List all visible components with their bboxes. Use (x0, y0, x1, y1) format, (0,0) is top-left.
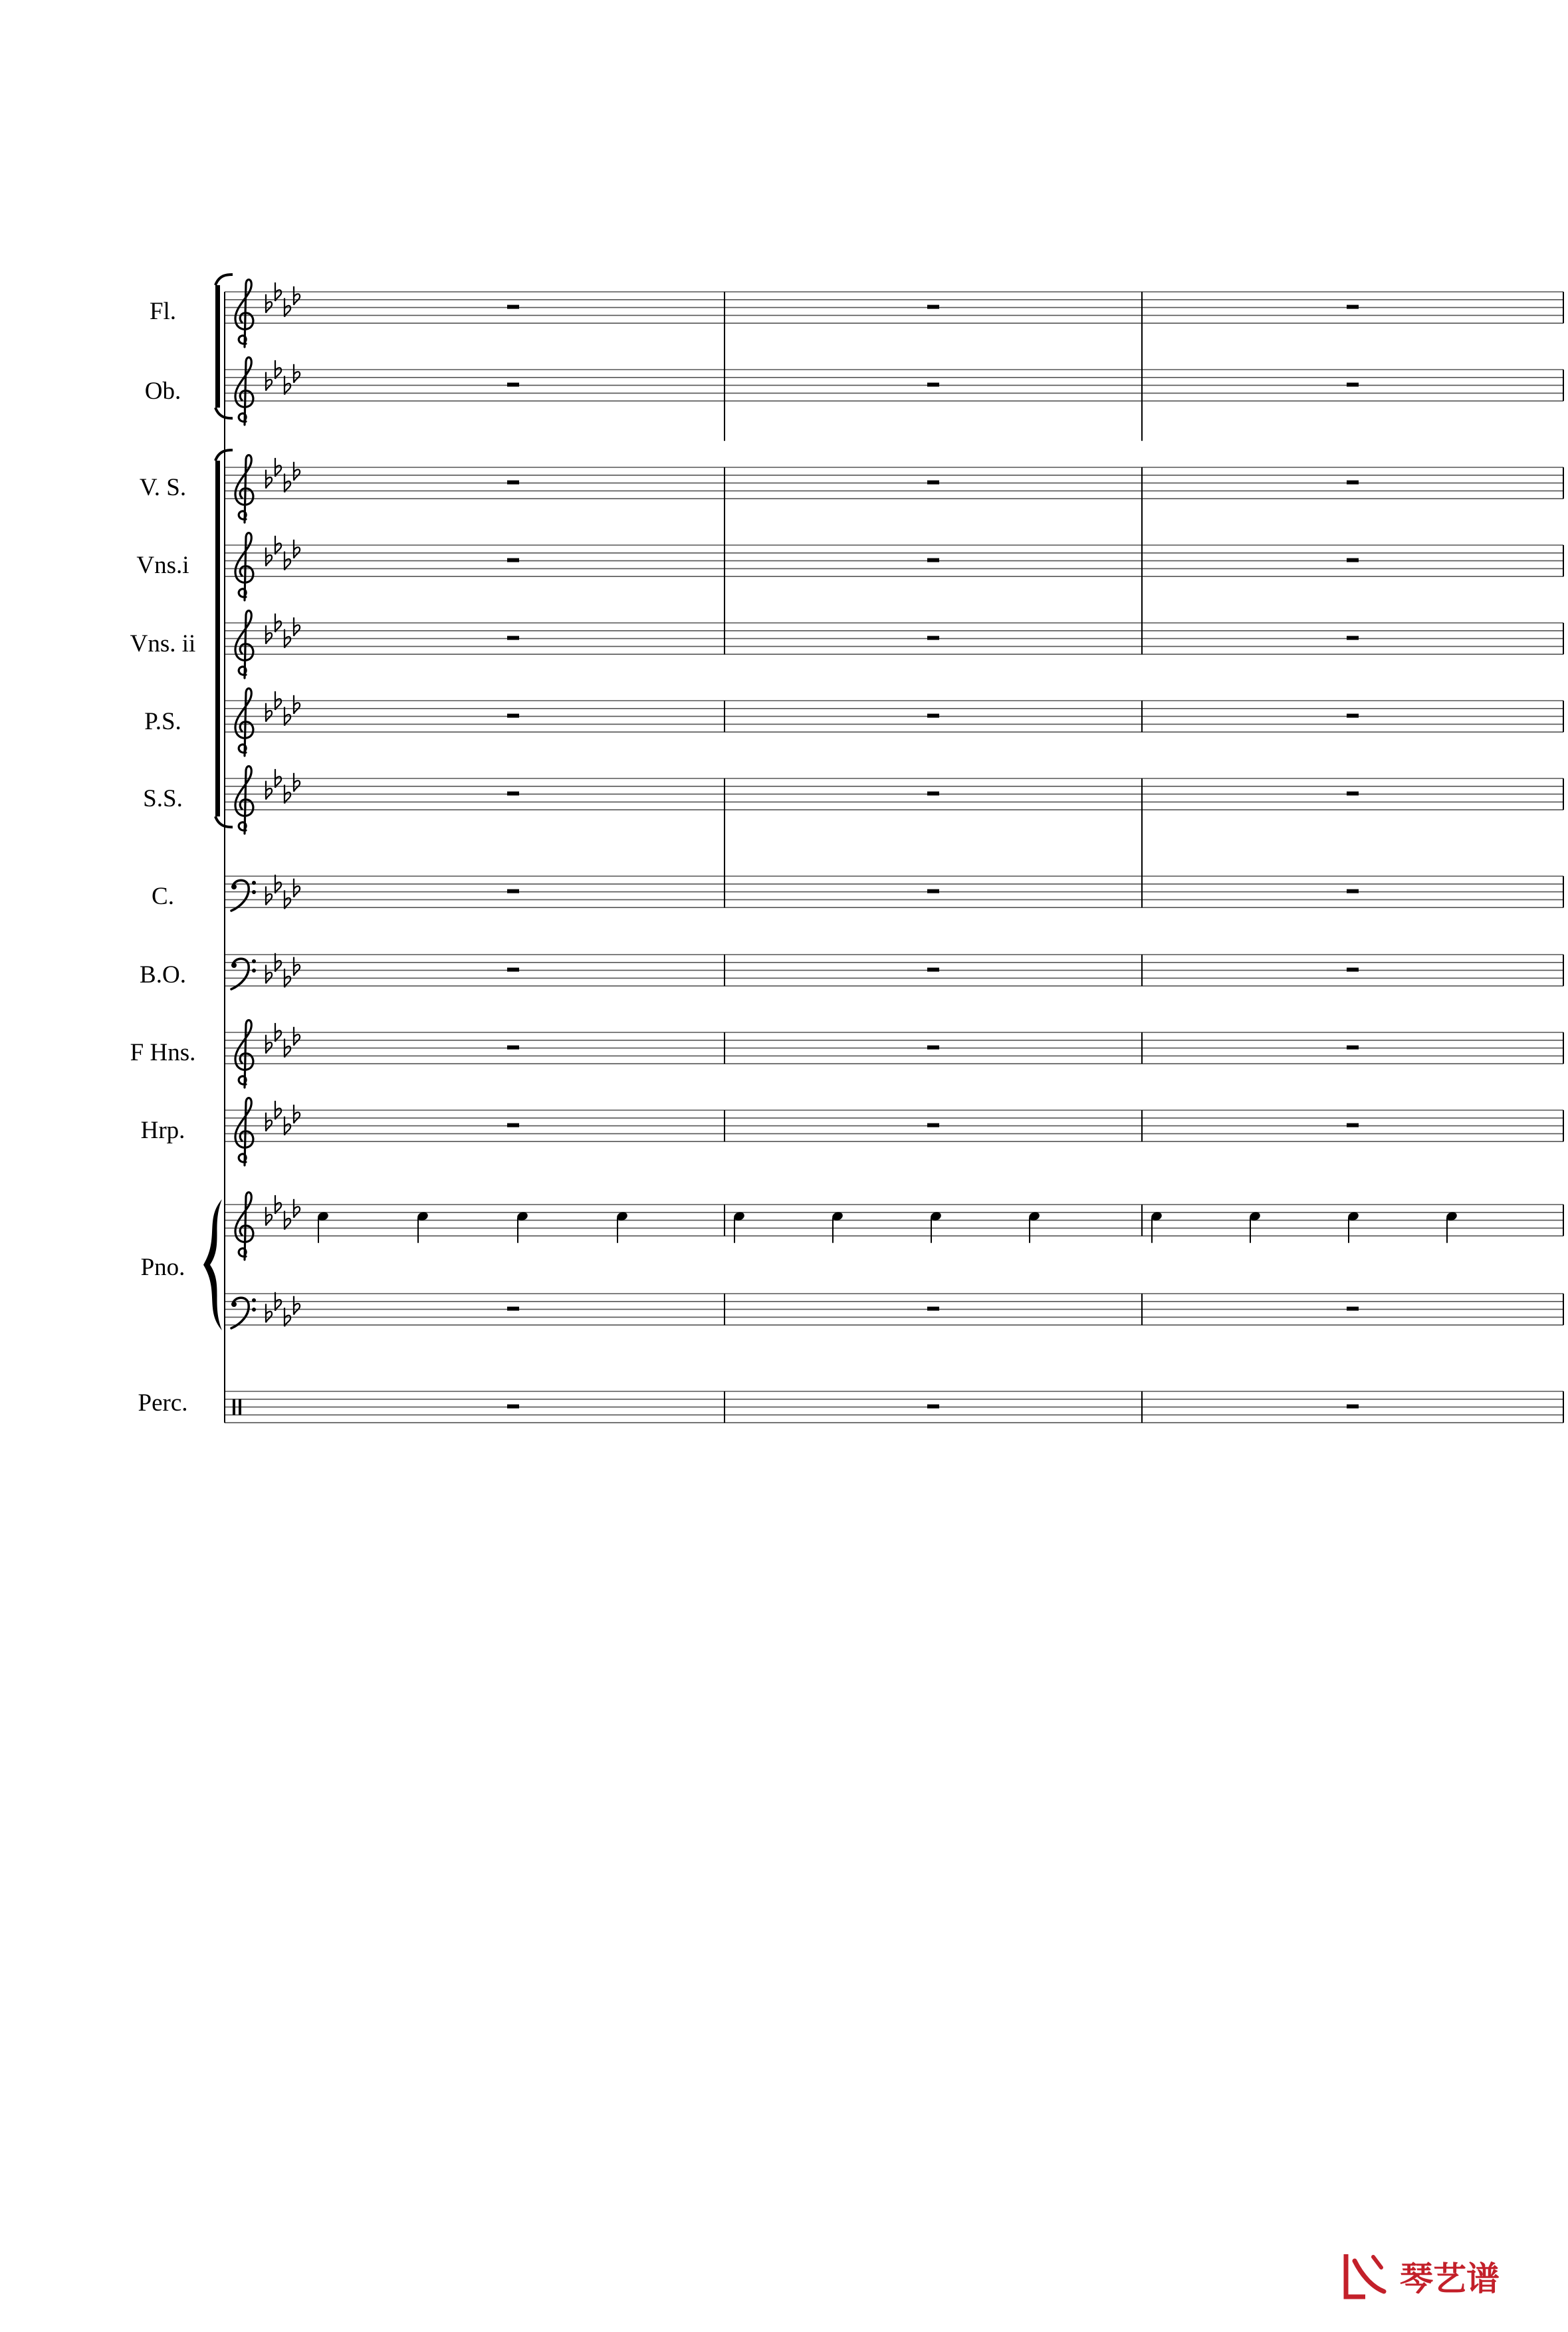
whole-rest (1347, 383, 1359, 387)
flat-icon (294, 773, 300, 792)
staff-13 (225, 1292, 1563, 1328)
piano-brace (203, 1199, 222, 1330)
flat-icon (266, 1035, 272, 1054)
bass-clef-icon (231, 880, 256, 911)
watermark-text: 琴艺谱 (1400, 2260, 1500, 2298)
whole-rest (507, 1307, 519, 1311)
flat-icon (294, 540, 300, 558)
percussion-clef-icon (239, 1399, 241, 1415)
staff-11 (225, 1098, 1563, 1165)
staff-5 (225, 611, 1563, 678)
whole-rest (927, 1046, 939, 1050)
treble-clef-icon (235, 533, 253, 600)
instrument-label: B.O. (140, 961, 186, 989)
flat-icon (266, 1113, 272, 1131)
treble-clef-icon (235, 611, 253, 678)
staff-9 (225, 953, 1563, 989)
whole-rest (507, 636, 519, 640)
whole-rest (507, 889, 519, 893)
flat-icon (266, 626, 272, 644)
whole-rest (1347, 968, 1359, 972)
whole-rest (927, 481, 939, 485)
staff-7 (225, 766, 1563, 834)
flat-icon (294, 695, 300, 714)
treble-clef-icon (235, 455, 253, 523)
instrument-label: S.S. (143, 785, 183, 812)
whole-rest (1347, 481, 1359, 485)
bass-clef-icon (231, 1298, 256, 1328)
staff-2 (225, 358, 1563, 425)
percussion-clef-icon (233, 1399, 235, 1415)
whole-rest (1347, 792, 1359, 796)
whole-rest (927, 714, 939, 718)
instrument-label: P.S. (144, 708, 181, 735)
whole-rest (927, 968, 939, 972)
whole-rest (927, 1405, 939, 1409)
flat-icon (294, 1105, 300, 1123)
instrument-label: Fl. (149, 298, 177, 325)
whole-rest (1347, 889, 1359, 893)
flat-icon (294, 1296, 300, 1315)
flat-icon (266, 703, 272, 722)
flat-icon (266, 470, 272, 489)
treble-clef-icon (235, 689, 253, 756)
staff-6 (225, 689, 1563, 756)
treble-clef-icon (235, 280, 253, 347)
watermark (1343, 2250, 1542, 2303)
whole-rest (927, 1307, 939, 1311)
whole-rest (1347, 1307, 1359, 1311)
staff-12 (225, 1193, 1563, 1260)
instrument-label: V. S. (139, 474, 187, 501)
whole-rest (507, 383, 519, 387)
flat-icon (266, 372, 272, 391)
whole-rest (927, 889, 939, 893)
whole-rest (507, 481, 519, 485)
treble-clef-icon (235, 358, 253, 425)
flat-icon (266, 1207, 272, 1226)
whole-rest (927, 558, 939, 562)
instrument-label: Perc. (138, 1389, 188, 1417)
staff-4 (225, 533, 1563, 600)
instrument-label: C. (152, 883, 174, 910)
treble-clef-icon (235, 766, 253, 834)
whole-rest (507, 714, 519, 718)
bass-clef-icon (231, 959, 256, 989)
whole-rest (1347, 1405, 1359, 1409)
flat-icon (266, 294, 272, 313)
whole-rest (507, 558, 519, 562)
flat-icon (266, 1304, 272, 1322)
staff-3 (225, 455, 1563, 523)
whole-rest (1347, 558, 1359, 562)
flat-icon (294, 957, 300, 976)
whole-rest (927, 1123, 939, 1127)
treble-clef-icon (235, 1020, 253, 1088)
flat-icon (294, 364, 300, 383)
treble-clef-icon (235, 1098, 253, 1165)
staff-1 (225, 280, 1563, 347)
whole-rest (507, 1405, 519, 1409)
flat-icon (294, 1199, 300, 1218)
staff-8 (225, 875, 1563, 911)
instrument-label: Ob. (144, 378, 181, 405)
staff-14 (225, 1391, 1563, 1423)
whole-rest (507, 1123, 519, 1127)
instrument-label: Pno. (140, 1254, 185, 1281)
treble-clef-icon (235, 1193, 253, 1260)
staff-10 (225, 1020, 1563, 1088)
whole-rest (507, 792, 519, 796)
whole-rest (927, 792, 939, 796)
whole-rest (927, 305, 939, 309)
music-note-logo-icon (1346, 2254, 1384, 2297)
whole-rest (1347, 305, 1359, 309)
whole-rest (507, 305, 519, 309)
flat-icon (294, 618, 300, 636)
whole-rest (927, 636, 939, 640)
flat-icon (294, 879, 300, 897)
whole-rest (507, 968, 519, 972)
instrument-label: F Hns. (130, 1039, 196, 1066)
flat-icon (266, 781, 272, 800)
whole-rest (1347, 1123, 1359, 1127)
flat-icon (294, 287, 300, 305)
instrument-label: Vns. ii (130, 630, 196, 657)
flat-icon (266, 548, 272, 566)
whole-rest (927, 383, 939, 387)
whole-rest (1347, 714, 1359, 718)
flat-icon (294, 1027, 300, 1046)
flat-icon (294, 462, 300, 481)
flat-icon (266, 886, 272, 905)
whole-rest (1347, 636, 1359, 640)
whole-rest (507, 1046, 519, 1050)
whole-rest (1347, 1046, 1359, 1050)
flat-icon (266, 965, 272, 983)
instrument-label: Vns.i (136, 552, 189, 579)
instrument-label: Hrp. (140, 1117, 185, 1144)
